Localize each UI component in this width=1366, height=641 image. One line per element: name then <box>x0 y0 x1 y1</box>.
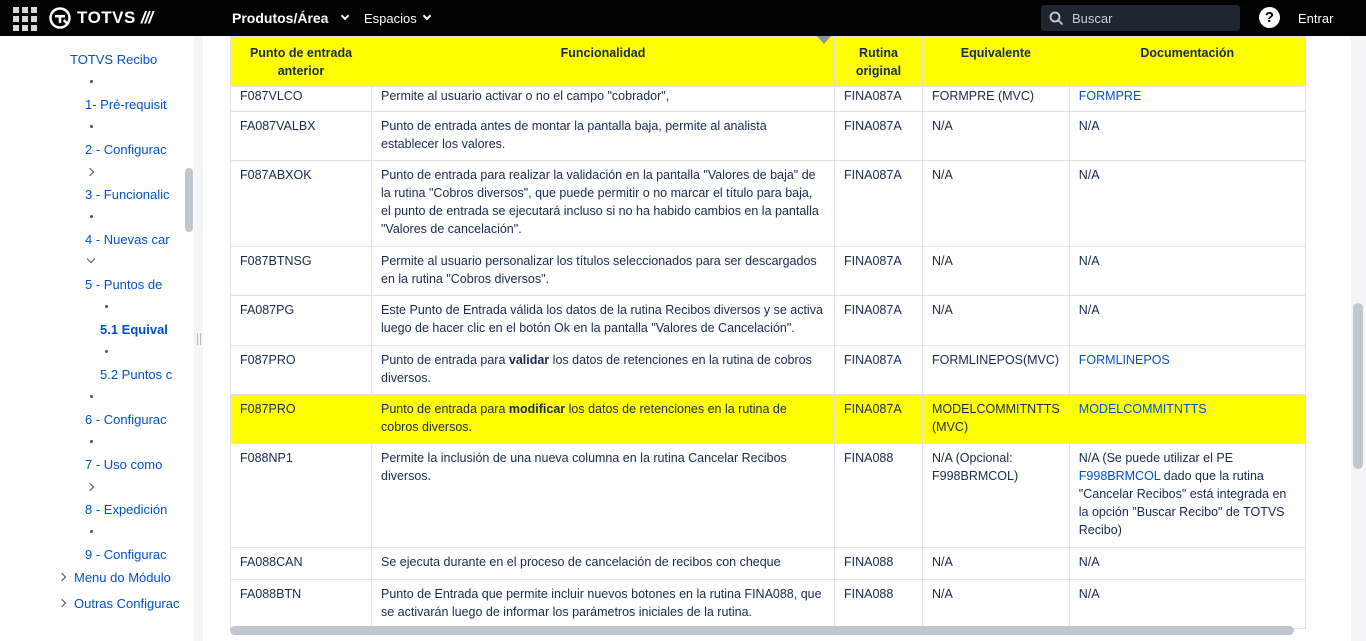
cell-functionality: Punto de Entrada que permite incluir nuevos botones en la rutina FINA088, que se activarán luego de informar los parámetros iniciales de la rutina. <box>372 580 835 629</box>
table-row <box>231 296 1306 346</box>
cell-functionality: Permite la inclusión de una nueva columna en la rutina Cancelar Recibos diversos. <box>372 444 835 548</box>
sidebar-resize-handle[interactable] <box>197 333 201 345</box>
bullet-icon <box>105 350 108 353</box>
cell-documentation <box>1069 444 1305 548</box>
chevron-right-icon[interactable] <box>86 168 94 176</box>
cell-routine: FINA087A <box>835 247 923 296</box>
equivalence-table <box>230 36 1306 629</box>
sidebar-item-totvs-recibo[interactable]: TOTVS Recibo <box>70 52 158 67</box>
doc-link[interactable]: FORMLINEPOS <box>1078 353 1170 367</box>
table-row <box>231 346 1306 395</box>
doc-text: N/A (Se puede utilizar el PE <box>1078 451 1234 465</box>
search-input[interactable] <box>1072 11 1232 26</box>
table-row <box>231 580 1306 629</box>
column-header-entry-point: Punto de entrada anterior <box>231 37 372 87</box>
bullet-icon <box>90 530 93 533</box>
cell-documentation <box>1069 395 1305 444</box>
cell-entry-point: F087PRO <box>231 346 372 395</box>
totvs-logo[interactable] <box>49 7 152 29</box>
cell-documentation: N/A <box>1069 112 1305 161</box>
sidebar-scrollbar[interactable] <box>185 168 193 232</box>
login-button[interactable]: Entrar <box>1298 10 1334 26</box>
search-icon <box>1049 11 1064 26</box>
column-header-routine: Rutina original <box>835 37 923 87</box>
top-navigation-bar <box>0 0 1366 36</box>
main-content <box>203 36 1351 641</box>
bullet-icon <box>90 215 93 218</box>
cell-routine: FINA087A <box>835 395 923 444</box>
logo-text: TOTVS <box>77 8 136 27</box>
table-row <box>231 548 1306 580</box>
cell-equivalent: FORMLINEPOS(MVC) <box>923 346 1070 395</box>
cell-functionality: Punto de entrada antes de montar la pantalla baja, permite al analista establecer los valores. <box>372 112 835 161</box>
cell-equivalent: N/A <box>923 161 1070 247</box>
doc-link[interactable]: F998BRMCOL <box>1078 469 1161 483</box>
products-menu[interactable] <box>232 0 348 36</box>
chevron-down-icon[interactable] <box>87 255 95 263</box>
cell-entry-point: FA088CAN <box>231 548 372 580</box>
cell-routine: FINA087A <box>835 296 923 346</box>
cell-entry-point: F087VLCO <box>231 87 372 112</box>
cell-entry-point: F087PRO <box>231 395 372 444</box>
doc-link[interactable]: MODELCOMMITNTTS <box>1078 402 1207 416</box>
cell-functionality <box>372 346 835 395</box>
column-header-equivalent: Equivalente <box>923 37 1070 87</box>
sidebar-item-configuracion-6[interactable]: 6 - Configurac <box>85 412 167 427</box>
cell-functionality: Punto de entrada para realizar la validación en la pantalla "Valores de baja" de la rutina "Cobros diversos", que puede permitir o no marcar el título para baja, el punto de entrada se ejecutará incluso si no ha habido cambios en la pantalla "Valores de cancelación". <box>372 161 835 247</box>
sidebar-item-configuracion[interactable]: 2 - Configurac <box>85 142 167 157</box>
search-box[interactable] <box>1041 5 1240 31</box>
table-row <box>231 112 1306 161</box>
cell-documentation: N/A <box>1069 548 1305 580</box>
chevron-right-icon[interactable] <box>58 573 66 581</box>
spaces-menu[interactable] <box>364 0 430 36</box>
cell-equivalent: N/A <box>923 112 1070 161</box>
chevron-right-icon[interactable] <box>58 599 66 607</box>
chevron-down-icon <box>341 12 349 20</box>
cell-functionality: Permite al usuario activar o no el campo "cobrador", <box>372 87 835 112</box>
sidebar-item-expedicion[interactable]: 8 - Expedición <box>85 502 168 517</box>
cell-functionality <box>372 395 835 444</box>
cell-entry-point: F087ABXOK <box>231 161 372 247</box>
table-row <box>231 444 1306 548</box>
cell-equivalent: N/A <box>923 247 1070 296</box>
sidebar-item-puntos-de-entrada[interactable]: 5 - Puntos de <box>85 277 163 292</box>
func-text: Punto de entrada para <box>381 353 509 367</box>
cell-documentation <box>1069 87 1305 112</box>
sidebar-item-puntos-creados[interactable]: 5.2 Puntos c <box>100 367 173 382</box>
cell-entry-point: F087BTNSG <box>231 247 372 296</box>
doc-text: dado que la rutina "Cancelar Recibos" está integrada en la opción "Buscar Recibo" de TOTVS Recibo) <box>1078 469 1287 537</box>
chevron-right-icon[interactable] <box>86 483 94 491</box>
page-tree-sidebar <box>0 36 194 641</box>
func-text: los datos de retenciones en la rutina de cobros diversos. <box>381 402 787 434</box>
page-scrollbar-thumb[interactable] <box>1353 303 1363 469</box>
table-row <box>231 247 1306 296</box>
help-icon[interactable]: ? <box>1259 7 1280 28</box>
sidebar-item-prerequisitos[interactable]: 1- Pré-requisit <box>85 97 167 112</box>
cell-functionality: Este Punto de Entrada válida los datos de la rutina Recibos diversos y se activa luego de hacer clic en el botón Ok en la pantalla "Valores de Cancelación". <box>372 296 835 346</box>
chevron-down-icon <box>423 12 431 20</box>
column-header-functionality: Funcionalidad <box>372 37 835 87</box>
cell-routine: FINA087A <box>835 87 923 112</box>
func-text: Punto de entrada para <box>381 402 509 416</box>
cell-routine: FINA087A <box>835 346 923 395</box>
sidebar-item-uso-como[interactable]: 7 - Uso como <box>85 457 163 472</box>
cell-documentation <box>1069 346 1305 395</box>
cell-routine: FINA088 <box>835 548 923 580</box>
cell-equivalent: N/A <box>923 296 1070 346</box>
cell-equivalent: N/A (Opcional: F998BRMCOL) <box>923 444 1070 548</box>
sidebar-item-nuevas-caracteristicas[interactable]: 4 - Nuevas car <box>85 232 170 247</box>
table-header-row <box>231 37 1306 87</box>
cell-equivalent: N/A <box>923 548 1070 580</box>
bullet-icon <box>90 440 93 443</box>
cell-equivalent: FORMPRE (MVC) <box>923 87 1070 112</box>
cell-functionality: Se ejecuta durante en el proceso de cancelación de recibos con cheque <box>372 548 835 580</box>
doc-link[interactable]: FORMPRE <box>1078 89 1142 103</box>
cell-equivalent: N/A <box>923 580 1070 629</box>
cell-documentation: N/A <box>1069 161 1305 247</box>
cell-entry-point: FA087PG <box>231 296 372 346</box>
cell-routine: FINA087A <box>835 112 923 161</box>
cell-routine: FINA087A <box>835 161 923 247</box>
cell-entry-point: FA088BTN <box>231 580 372 629</box>
logo-slashes: /// <box>140 8 153 27</box>
cell-equivalent: MODELCOMMITNTTS (MVC) <box>923 395 1070 444</box>
cell-functionality: Permite al usuario personalizar los títulos seleccionados para ser descargados en la rutina "Cobros diversos". <box>372 247 835 296</box>
func-bold: validar <box>508 353 550 367</box>
column-header-documentation: Documentación <box>1069 37 1305 87</box>
cell-documentation: N/A <box>1069 580 1305 629</box>
cell-routine: FINA088 <box>835 580 923 629</box>
table-row <box>231 87 1306 112</box>
sidebar-item-equivalencias[interactable]: 5.1 Equival <box>100 322 168 337</box>
bullet-icon <box>90 125 93 128</box>
cell-documentation: N/A <box>1069 296 1305 346</box>
bullet-icon <box>105 305 108 308</box>
func-text: los datos de retenciones en la rutina de cobros diversos. <box>381 353 812 385</box>
sidebar-item-configuracion-9[interactable]: 9 - Configurac <box>85 547 167 562</box>
products-menu-label: Produtos/Área <box>232 10 329 26</box>
sidebar-item-outras-configuracoes[interactable]: Outras Configurac <box>74 596 180 611</box>
sidebar-item-funcionalidades[interactable]: 3 - Funcionalic <box>85 187 170 202</box>
spaces-menu-label: Espacios <box>364 10 417 26</box>
totvs-logo-icon <box>49 7 71 29</box>
cell-documentation: N/A <box>1069 247 1305 296</box>
cell-routine: FINA088 <box>835 444 923 548</box>
bullet-icon <box>90 395 93 398</box>
filter-icon[interactable] <box>817 36 831 44</box>
cell-entry-point: FA087VALBX <box>231 112 372 161</box>
table-row <box>231 161 1306 247</box>
table-row-highlighted <box>231 395 1306 444</box>
cell-entry-point: F088NP1 <box>231 444 372 548</box>
app-switcher-icon[interactable] <box>13 7 37 29</box>
bullet-icon <box>90 80 93 83</box>
sidebar-item-menu-do-modulo[interactable]: Menu do Módulo <box>74 570 171 585</box>
table-horizontal-scrollbar[interactable] <box>230 626 1294 635</box>
func-bold: modificar <box>508 402 566 416</box>
